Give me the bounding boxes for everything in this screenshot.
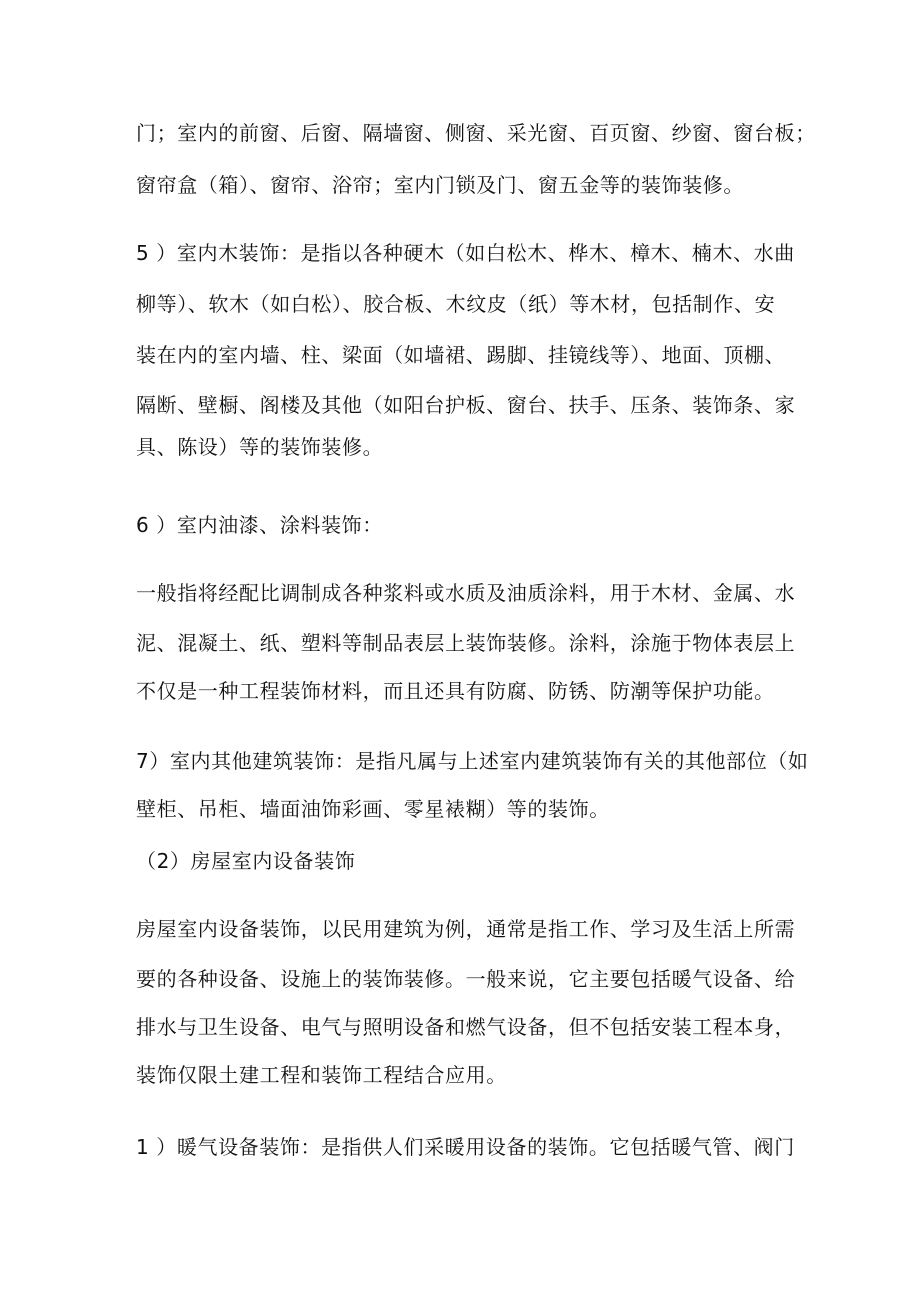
text-line: 装在内的室内墙、柱、梁面（如墙裙、踢脚、挂镜线等）、地面、顶棚、 bbox=[136, 343, 786, 367]
section-heading: 6 ）室内油漆、涂料装饰： bbox=[136, 513, 383, 537]
text-line: 一般指将经配比调制成各种浆料或水质及油质涂料，用于木材、金属、水 bbox=[136, 581, 796, 605]
text-line: 5 ）室内木装饰：是指以各种硬木（如白松木、桦木、樟木、楠木、水曲 bbox=[136, 241, 795, 265]
text-line: 排水与卫生设备、电气与照明设备和燃气设备，但不包括安装工程本身， bbox=[136, 1015, 796, 1039]
section-heading: （2）房屋室内设备装饰 bbox=[136, 849, 356, 873]
text-line: 隔断、壁橱、阁楼及其他（如阳台护板、窗台、扶手、压条、装饰条、家 bbox=[136, 393, 796, 417]
text-line: 窗帘盒（箱）、窗帘、浴帘；室内门锁及门、窗五金等的装饰装修。 bbox=[136, 173, 744, 197]
text-line: 要的各种设备、设施上的装饰装修。一般来说，它主要包括暖气设备、给 bbox=[136, 967, 796, 991]
text-line: 房屋室内设备装饰，以民用建筑为例，通常是指工作、学习及生活上所需 bbox=[136, 917, 796, 941]
text-line: 壁柜、吊柜、墙面油饰彩画、零星裱糊）等的装饰。 bbox=[136, 797, 610, 821]
text-line: 门；室内的前窗、后窗、隔墙窗、侧窗、采光窗、百页窗、纱窗、窗台板； bbox=[136, 121, 816, 145]
text-line: 柳等）、软木（如白松）、胶合板、木纹皮（纸）等木材，包括制作、安 bbox=[136, 292, 776, 316]
text-line: 泥、混凝土、纸、塑料等制品表层上装饰装修。涂料，涂施于物体表层上 bbox=[136, 631, 796, 655]
text-line: 具、陈设）等的装饰装修。 bbox=[136, 435, 384, 459]
text-line: 7）室内其他建筑装饰：是指凡属与上述室内建筑装饰有关的其他部位（如 bbox=[136, 749, 809, 773]
text-line: 不仅是一种工程装饰材料，而且还具有防腐、防锈、防潮等保护功能。 bbox=[136, 679, 775, 703]
text-line: 1 ）暖气设备装饰：是指供人们采暖用设备的装饰。它包括暖气管、阀门 bbox=[136, 1135, 795, 1159]
text-line: 装饰仅限土建工程和装饰工程结合应用。 bbox=[136, 1063, 507, 1087]
